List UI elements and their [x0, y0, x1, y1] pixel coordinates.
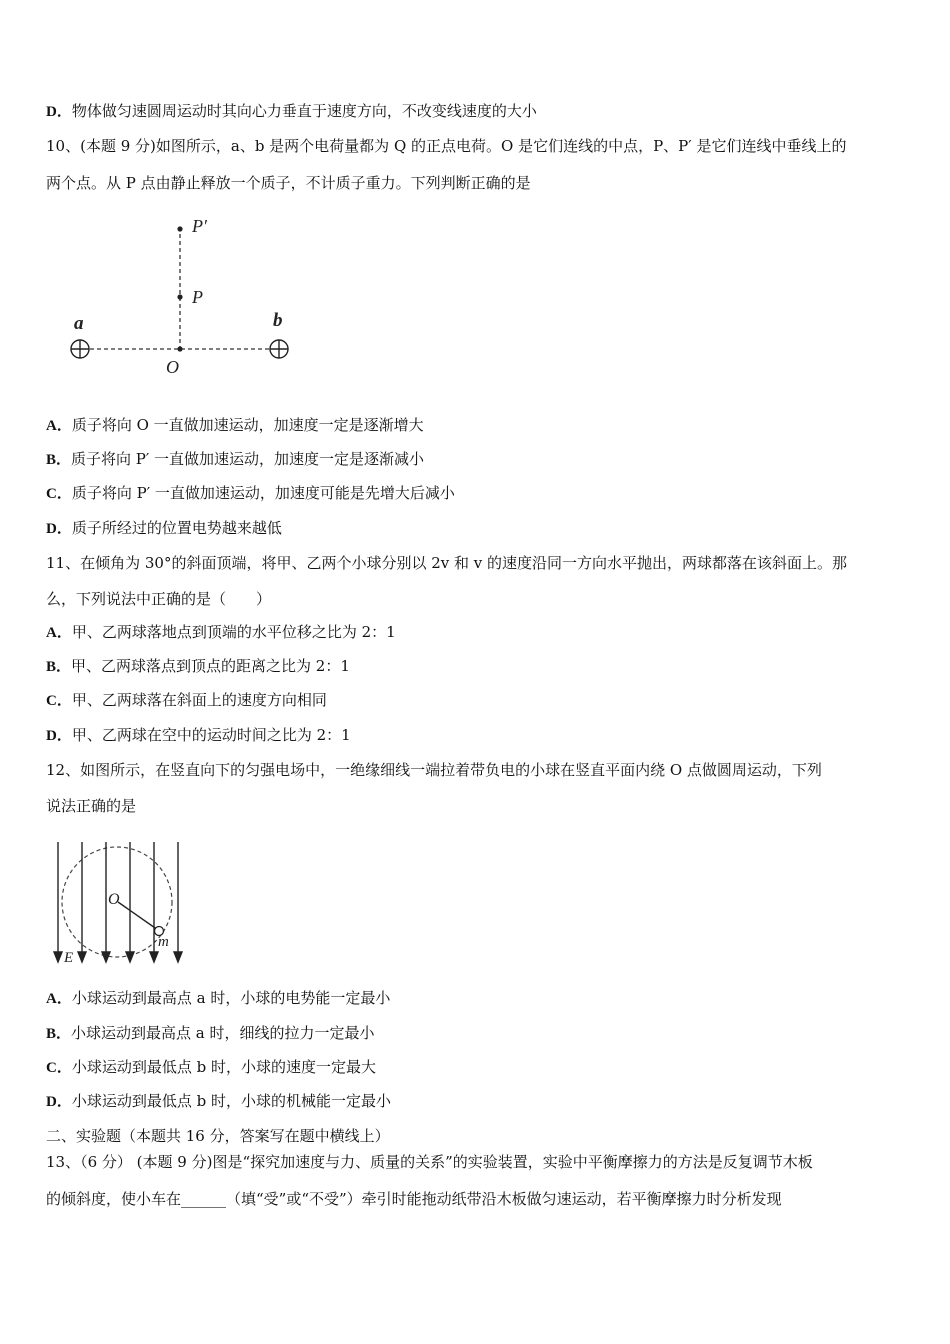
label-a: a [74, 313, 84, 334]
q11-stem-line2: 么，下列说法中正确的是（ ） [46, 590, 272, 608]
q13-stem-line2: 的倾斜度，使小车在______（填“受”或“不受”）牵引时能拖动纸带沿木板做匀速运动，若平衡摩擦力时分析发现 [46, 1190, 782, 1208]
option-text: 质子所经过的位置电势越来越低 [71, 519, 282, 537]
q11-option-d [46, 725, 908, 746]
option-label: B． [46, 1026, 72, 1042]
option-label: C． [46, 1060, 72, 1076]
option-label: B． [46, 452, 72, 468]
option-text: 质子将向 P′ 一直做加速运动，加速度一定是逐渐减小 [71, 450, 425, 468]
positive-charge-a-icon [71, 340, 89, 358]
q10-option-c [46, 483, 908, 504]
q12-stem-line1: 12、如图所示，在竖直向下的匀强电场中，一绝缘细线一端拉着带负电的小球在竖直平面内绕 O 点做圆周运动，下列 [46, 761, 822, 779]
q10-option-a [46, 415, 908, 436]
option-text: 小球运动到最高点 a 时，小球的电势能一定最小 [71, 989, 391, 1007]
q10-option-b [46, 449, 908, 470]
option-text: 甲、乙两球落点到顶点的距离之比为 2：1 [71, 657, 350, 675]
label-p: P [192, 287, 203, 307]
q12-option-d [46, 1091, 908, 1112]
point-p-prime [177, 226, 182, 231]
string [118, 902, 158, 930]
q11-stem-line1: 11、在倾角为 30°的斜面顶端，将甲、乙两个小球分别以 2v 和 v 的速度沿同一方向水平抛出，两球都落在该斜面上。那 [46, 554, 848, 572]
option-text: 小球运动到最低点 b 时，小球的机械能一定最小 [71, 1092, 391, 1110]
q11-option-c [46, 690, 908, 711]
q10-option-d [46, 518, 908, 539]
q12-option-b [46, 1023, 908, 1044]
option-label: B． [46, 659, 72, 675]
option-text: 质子将向 O 一直做加速运动，加速度一定是逐渐增大 [71, 416, 424, 434]
q11-option-a [46, 622, 908, 643]
label-m: m [158, 934, 169, 950]
label-e: E [64, 950, 74, 966]
label-p-prime: P′ [192, 216, 207, 236]
q13-stem-line1: 13、（6 分） (本题 9 分)图是“探究加速度与力、质量的关系”的实验装置，实验中平衡摩擦力的方法是反复调节木板 [46, 1153, 813, 1171]
option-label: D． [46, 728, 72, 744]
option-text: 质子将向 P′ 一直做加速运动，加速度可能是先增大后减小 [71, 484, 455, 502]
positive-charge-b-icon [270, 340, 288, 358]
option-text: 甲、乙两球落地点到顶端的水平位移之比为 2：1 [71, 623, 396, 641]
point-o [177, 346, 182, 351]
label-o: O [166, 357, 179, 377]
q12-figure-field [50, 838, 190, 970]
option-label: A． [46, 991, 72, 1007]
option-label: D． [46, 104, 72, 120]
option-label: D． [46, 1094, 72, 1110]
q12-option-a [46, 988, 908, 1009]
option-label: D． [46, 521, 72, 537]
q12-option-c [46, 1057, 908, 1078]
q12-stem-line2: 说法正确的是 [46, 797, 137, 815]
label-o: O [108, 891, 120, 908]
q10-figure-charges [60, 205, 320, 385]
option-text: 小球运动到最低点 b 时，小球的速度一定最大 [71, 1058, 376, 1076]
q10-stem-line1: 10、(本题 9 分)如图所示，a、b 是两个电荷量都为 Q 的正点电荷。O 是它们连线的中点，P、P′ 是它们连线中垂线上的 [46, 137, 847, 155]
option-label: C． [46, 486, 72, 502]
option-label: A． [46, 418, 72, 434]
label-b: b [273, 310, 283, 331]
q10-stem-line2: 两个点。从 P 点由静止释放一个质子，不计质子重力。下列判断正确的是 [46, 174, 531, 192]
q11-option-b [46, 656, 908, 677]
option-text: 甲、乙两球在空中的运动时间之比为 2：1 [71, 726, 351, 744]
section-heading: 二、实验题（本题共 16 分，答案写在题中横线上） [46, 1127, 390, 1145]
q9-option-d [46, 101, 908, 122]
option-label: A． [46, 625, 72, 641]
option-label: C． [46, 693, 72, 709]
point-p [177, 294, 182, 299]
option-text: 小球运动到最高点 a 时，细线的拉力一定最小 [71, 1024, 375, 1042]
option-text: 物体做匀速圆周运动时其向心力垂直于速度方向，不改变线速度的大小 [71, 102, 537, 120]
option-text: 甲、乙两球落在斜面上的速度方向相同 [71, 691, 327, 709]
